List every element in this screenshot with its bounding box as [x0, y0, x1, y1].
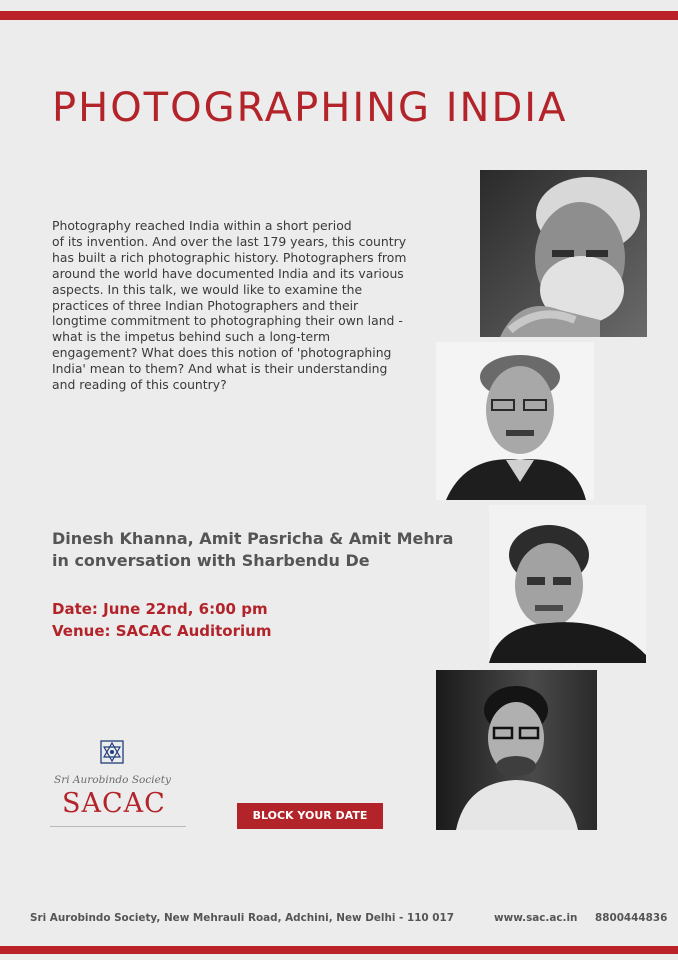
- footer: [0, 908, 678, 928]
- intro-line: and reading of this country?: [52, 377, 227, 393]
- intro-paragraph: [52, 218, 444, 393]
- footer-website-link[interactable]: www.sac.ac.in: [494, 912, 578, 924]
- intro-line: aspects. In this talk, we would like to examine the: [52, 281, 363, 297]
- intro-line: engagement? What does this notion of 'photographing: [52, 345, 392, 361]
- intro-line: around the world have documented India and its various: [52, 265, 404, 281]
- logo-script-text: Sri Aurobindo Society: [54, 774, 171, 786]
- page-title: PHOTOGRAPHING INDIA: [52, 85, 568, 131]
- intro-line: practices of three Indian Photographers and their: [52, 297, 359, 313]
- speakers-moderator: in conversation with Sharbendu De: [52, 551, 370, 570]
- event-date: Date: June 22nd, 6:00 pm: [52, 600, 268, 618]
- logo-divider: [50, 826, 186, 827]
- footer-phone: 8800444836: [595, 912, 668, 924]
- sacac-logo: [50, 738, 188, 830]
- block-your-date-button[interactable]: BLOCK YOUR DATE: [237, 803, 383, 829]
- event-venue: Venue: SACAC Auditorium: [52, 622, 272, 640]
- intro-line: has built a rich photographic history. Photographers from: [52, 249, 407, 265]
- event-details: [52, 598, 412, 642]
- speakers-block: [52, 528, 472, 572]
- speaker-photo-2: [436, 342, 594, 500]
- intro-line: of its invention. And over the last 179 years, this country: [52, 233, 407, 249]
- speaker-photo-3: [489, 505, 646, 663]
- speaker-photo-4: [436, 670, 597, 830]
- hexagram-emblem-icon: [98, 738, 126, 766]
- intro-line: Photography reached India within a short period: [52, 218, 352, 233]
- speakers-names: Dinesh Khanna, Amit Pasricha & Amit Mehra: [52, 529, 454, 548]
- bottom-rule: [0, 946, 678, 954]
- footer-address: Sri Aurobindo Society, New Mehrauli Road, Adchini, New Delhi - 110 017: [30, 912, 454, 924]
- logo-name: SACAC: [62, 788, 166, 819]
- speaker-photo-1: [480, 170, 647, 337]
- intro-line: India' mean to them? And what is their understanding: [52, 361, 388, 377]
- top-rule: [0, 11, 678, 20]
- intro-line: what is the impetus behind such a long-term: [52, 329, 331, 345]
- intro-line: longtime commitment to photographing their own land -: [52, 313, 403, 329]
